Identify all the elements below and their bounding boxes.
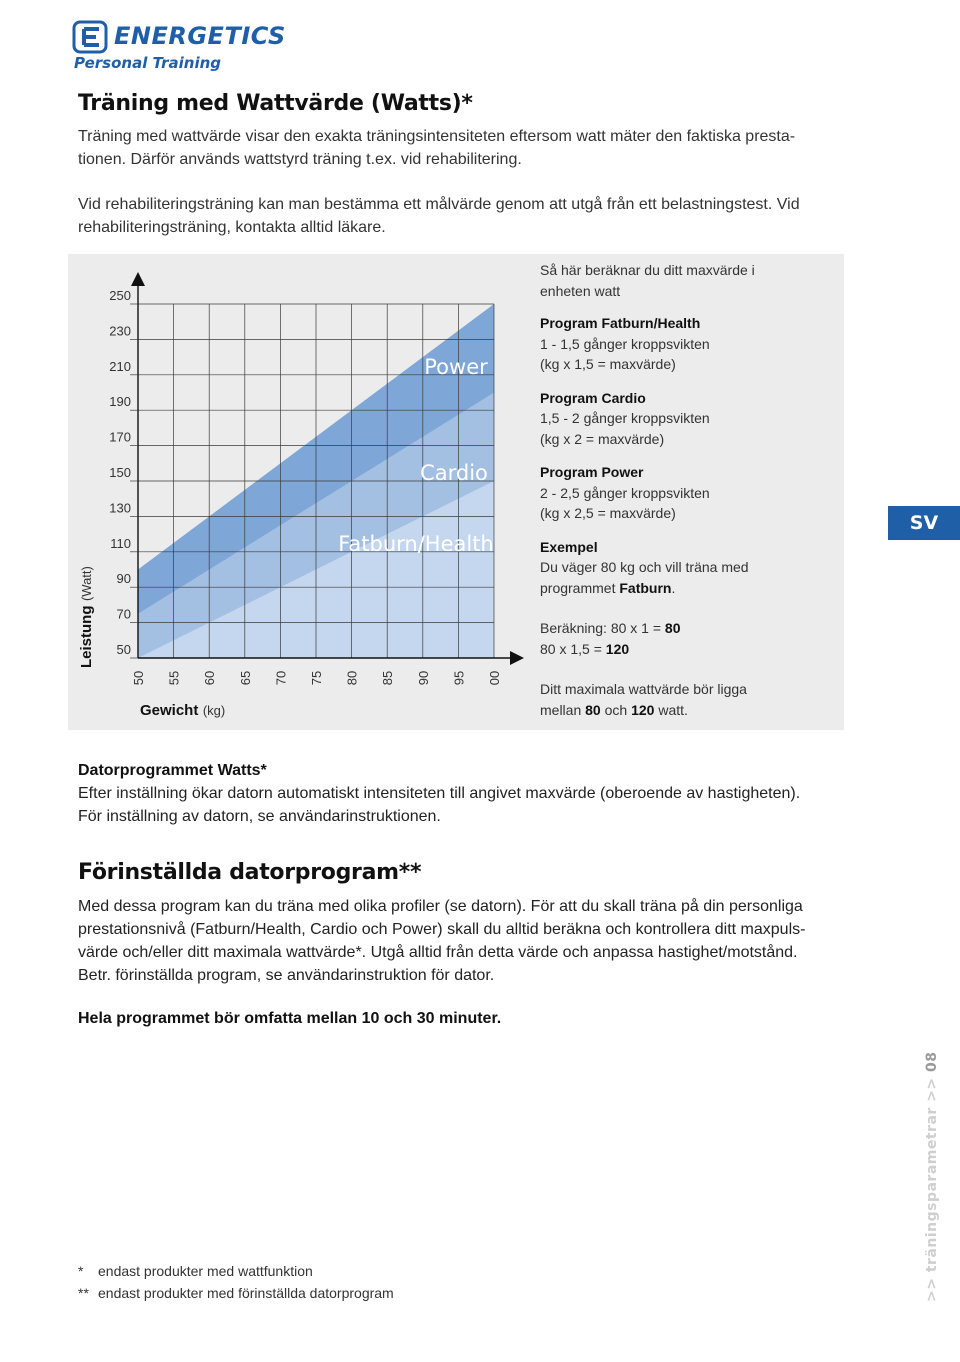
- sidebar-intro-line: enheten watt: [540, 282, 621, 299]
- y-tick-label: 190: [109, 394, 131, 410]
- example-line: Du väger 80 kg och vill träna med: [540, 559, 749, 575]
- chart-ylabel: [78, 566, 96, 668]
- paragraph-line: För inställning av datorn, se användarinstruktionen.: [78, 808, 441, 825]
- cardio-line: (kg x 2 = maxvärde): [540, 430, 665, 447]
- cardio-line: 1,5 - 2 gånger kroppsvikten: [540, 410, 710, 426]
- paragraph-line: Efter inställning ökar datorn automatiskt intensiteten till angivet maxvärde (oberoende av hastigheten).: [78, 785, 801, 802]
- sidebar-intro-line: Så här beräknar du ditt maxvärde i: [540, 262, 755, 278]
- result-line: mellan 80 och 120 watt.: [540, 701, 688, 718]
- y-tick-label: 110: [110, 535, 131, 551]
- brand-logo: [72, 20, 302, 76]
- x-tick-label: 50: [131, 670, 146, 686]
- series-label-cardio: Cardio: [420, 461, 488, 485]
- section-heading-computer-watts: Datorprogrammet Watts*: [78, 762, 267, 779]
- power-line: 2 - 2,5 gånger kroppsvikten: [540, 484, 710, 501]
- calc-sidebar: [540, 260, 836, 720]
- y-axis-arrow-icon: [131, 272, 145, 286]
- paragraph-line: tionen. Därför används wattstyrd träning t.ex. vid rehabilitering.: [78, 151, 522, 168]
- paragraph-line: prestationsnivå (Fatburn/Health, Cardio och Power) skall du alltid beräkna och kontrollera ditt maxpuls-: [78, 921, 806, 938]
- paragraph-line: Med dessa program kan du träna med olika profiler (se datorn). För att du skall träna på din personliga: [78, 898, 803, 915]
- y-tick-label: 90: [116, 571, 131, 587]
- series-label-power: Power: [424, 355, 488, 379]
- fatburn-line: 1 - 1,5 gånger kroppsvikten: [540, 335, 710, 352]
- chart-ylabel-unit: (Watt): [79, 566, 94, 602]
- energetics-logo-icon: [72, 20, 110, 54]
- y-tick-label: 150: [109, 465, 131, 480]
- section-watts-paragraph-1: [78, 125, 918, 171]
- y-tick-label: 170: [109, 429, 131, 445]
- footnote-1: * endast produkter med wattfunktion: [78, 1263, 313, 1279]
- x-tick-label: 60: [202, 670, 218, 686]
- paragraph-line: värde och/eller ditt maximala wattvärde*. Utgå alltid från detta värde och anpassa hastighet/motstånd.: [78, 944, 798, 961]
- example-line: programmet Fatburn.: [540, 579, 676, 596]
- power-line: (kg x 2,5 = maxvärde): [540, 505, 676, 521]
- x-tick-label: 90: [415, 670, 431, 686]
- x-tick-label: 65: [237, 670, 253, 686]
- watt-chart: [68, 254, 528, 730]
- x-tick-label: 75: [309, 670, 324, 686]
- y-tick-label: 210: [109, 358, 131, 374]
- calc-line-1: Beräkning: 80 x 1 = 80: [540, 620, 681, 636]
- chart-xlabel-unit: (kg): [202, 703, 226, 718]
- example-title: Exempel: [540, 538, 598, 555]
- y-tick-label: 250: [109, 288, 131, 303]
- footnotes: [78, 1260, 394, 1304]
- x-tick-label: 85: [380, 670, 396, 686]
- x-tick-label: 95: [451, 670, 467, 686]
- brand-name: ENERGETICS: [114, 22, 286, 50]
- section-heading-watts: Träning med Wattvärde (Watts)*: [78, 91, 473, 116]
- x-tick-label: 00: [487, 670, 502, 686]
- fatburn-line: (kg x 1,5 = maxvärde): [540, 356, 676, 372]
- paragraph-line: Vid rehabiliteringsträning kan man bestämma ett målvärde genom att utgå från ett belastningstest. Vid: [78, 196, 800, 213]
- paragraph-line: rehabiliteringsträning, kontakta alltid läkare.: [78, 219, 386, 236]
- footer-section-label: >> träningsparametrar >>: [924, 1077, 940, 1302]
- footnote-2: ** endast produkter med förinställda datorprogram: [78, 1285, 394, 1301]
- result-line: Ditt maximala wattvärde bör ligga: [540, 681, 747, 697]
- cardio-title: Program Cardio: [540, 389, 646, 406]
- y-tick-label: 230: [109, 323, 131, 339]
- x-tick-label: 55: [166, 670, 182, 686]
- calc-line-2: 80 x 1,5 = 120: [540, 640, 630, 657]
- section-preset-programs-text: [78, 895, 928, 987]
- chart-xlabel-bold: Gewicht: [140, 702, 199, 719]
- fatburn-title: Program Fatburn/Health: [540, 315, 701, 331]
- power-title: Program Power: [540, 464, 644, 480]
- language-tab[interactable]: SV: [888, 506, 960, 540]
- chart-ylabel-bold: Leistung: [78, 605, 95, 668]
- y-tick-label: 70: [116, 606, 131, 622]
- section-heading-preset-programs: Förinställda datorprogram**: [78, 860, 422, 885]
- series-label-fatburn-health: Fatburn/Health: [338, 532, 494, 556]
- paragraph-line: Betr. förinställda program, se användarinstruktion för dator.: [78, 967, 495, 984]
- x-tick-label: 80: [344, 670, 360, 686]
- paragraph-line: Träning med wattvärde visar den exakta träningsintensiteten eftersom watt mäter den faktiska presta-: [78, 128, 796, 145]
- program-duration-note: Hela programmet bör omfatta mellan 10 och 30 minuter.: [78, 1010, 502, 1027]
- section-watts-paragraph-2: [78, 193, 918, 239]
- page-footer: [924, 1051, 940, 1302]
- x-tick-label: 70: [273, 670, 289, 686]
- chart-xlabel: [140, 702, 225, 720]
- y-tick-label: 130: [109, 500, 131, 516]
- page-number: 08: [924, 1051, 940, 1072]
- x-axis-arrow-icon: [510, 651, 524, 665]
- section-computer-watts-text: [78, 782, 928, 828]
- y-tick-label: 50: [116, 642, 131, 657]
- brand-subtitle: Personal Training: [74, 54, 222, 72]
